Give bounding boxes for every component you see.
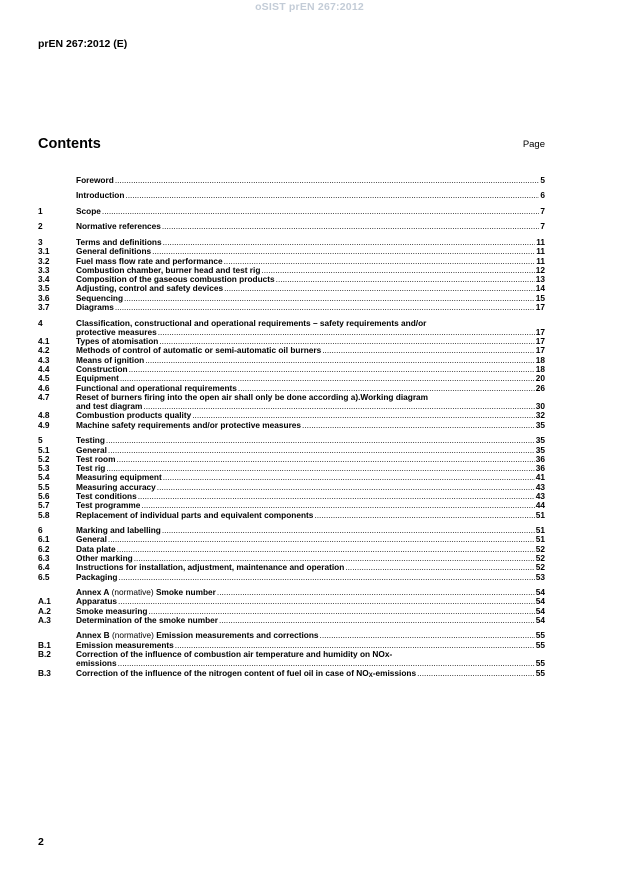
- dot-leader: [115, 303, 535, 312]
- toc-entry[interactable]: [38, 319, 545, 338]
- toc-entry-title-suffix: -emissions: [372, 667, 417, 678]
- toc-entry-title-text: Means of ignition: [76, 354, 145, 365]
- toc-entry-line: [76, 346, 545, 355]
- toc-entry-page: 52: [535, 562, 545, 573]
- toc-entry-line: [76, 446, 545, 455]
- toc-entry-title-text: Normative references: [76, 221, 161, 232]
- toc-entry-page: 32: [535, 410, 545, 421]
- dot-leader: [106, 436, 535, 445]
- toc-entry-number: 3.2: [38, 255, 50, 266]
- toc-entry-body: [76, 222, 545, 231]
- toc-entry-title: [76, 222, 161, 231]
- dot-leader: [115, 176, 540, 185]
- toc-entry-number: 5.1: [38, 444, 50, 455]
- toc-entry-line: [76, 492, 545, 501]
- toc-entry-page: 35: [535, 444, 545, 455]
- dot-leader: [143, 402, 534, 411]
- toc-entry-title-text: Combustion chamber, burner head and test rig: [76, 264, 261, 275]
- dot-leader: [345, 563, 534, 572]
- toc-entry[interactable]: [38, 294, 545, 303]
- dot-leader: [108, 535, 535, 544]
- toc-entry-title-text: Apparatus: [76, 596, 118, 607]
- toc-entry-title-text: Packaging: [76, 571, 118, 582]
- toc-entry-title-text: Instructions for installation, adjustment, maintenance and operation: [76, 562, 345, 573]
- toc-entry[interactable]: [38, 455, 545, 464]
- toc-entry-page: 17: [535, 345, 545, 356]
- toc-entry-page: 18: [535, 363, 545, 374]
- toc-entry-page: 54: [535, 587, 545, 598]
- toc-entry-title-text: Testing: [76, 435, 105, 446]
- toc-entry-title-text: Adjusting, control and safety devices: [76, 283, 224, 294]
- toc-entry-number: 4.5: [38, 373, 50, 384]
- toc-entry-title: [76, 191, 124, 200]
- toc-entry-title-line: Classification, constructional and operational requirements – safety requirements and/or: [76, 317, 427, 328]
- dot-leader: [117, 545, 535, 554]
- toc-entry-number: 4.8: [38, 410, 50, 421]
- toc-entry-number: A.3: [38, 614, 51, 625]
- toc-entry-title-text: protective measures: [76, 326, 157, 337]
- toc-entry-number: 3.3: [38, 264, 50, 275]
- dot-leader: [224, 257, 536, 266]
- toc-entry-title: [76, 207, 101, 216]
- toc-entry-page: 43: [535, 481, 545, 492]
- toc-entry-number: 5.5: [38, 481, 50, 492]
- toc-entry-number: B.1: [38, 639, 51, 650]
- toc-entry-title-text: Sequencing: [76, 292, 124, 303]
- toc-entry-number: 3.6: [38, 292, 50, 303]
- toc-entry-body: [76, 573, 545, 582]
- toc-entry[interactable]: [38, 511, 545, 520]
- toc-entry-title-text: Emission measurements and corrections: [156, 630, 319, 641]
- toc-entry-number: 3.7: [38, 302, 50, 313]
- toc-entry-body: [76, 294, 545, 303]
- toc-entry-body: [76, 563, 545, 572]
- dot-leader: [417, 669, 535, 678]
- toc-entry-title-text: Functional and operational requirements: [76, 382, 237, 393]
- toc-entry-title-text: Test programme: [76, 500, 141, 511]
- toc-entry-body: [76, 191, 545, 200]
- dot-leader: [118, 597, 535, 606]
- toc-entry-title-text: Foreword: [76, 175, 114, 185]
- toc-entry-number: 4.9: [38, 419, 50, 430]
- toc-entry-number: 6.5: [38, 571, 50, 582]
- toc-entry-title-text: Terms and definitions: [76, 236, 162, 247]
- toc-entry-number: 1: [38, 205, 43, 216]
- dot-leader: [145, 356, 535, 365]
- toc-entry-body: [76, 455, 545, 464]
- toc-entry-page: 13: [535, 274, 545, 285]
- toc-entry-title-text: General definitions: [76, 246, 152, 257]
- toc-entry-number: 5.7: [38, 500, 50, 511]
- dot-leader: [219, 616, 535, 625]
- toc-entry-number: 3.4: [38, 274, 50, 285]
- toc-entry-body: [76, 346, 545, 355]
- toc-entry-line: [76, 222, 545, 231]
- toc-entry-line: [76, 436, 545, 445]
- toc-entry-line: [76, 526, 545, 535]
- toc-entry-line: [76, 545, 545, 554]
- toc-entry-line: [76, 455, 545, 464]
- toc-entry-title-text: Machine safety requirements and/or protective measures: [76, 419, 302, 430]
- toc-entry-title-text: Smoke measuring: [76, 605, 148, 616]
- toc-entry-body: [76, 365, 545, 374]
- toc-entry-page: 6: [540, 190, 545, 201]
- toc-entry-number: 4.3: [38, 354, 50, 365]
- toc-entry-line: [76, 191, 545, 200]
- toc-entry-number: A.1: [38, 596, 51, 607]
- toc-entry-body: [76, 545, 545, 554]
- toc-entry-title-line: Correction of the influence of combustion air temperature and humidity on NOx-: [76, 649, 393, 660]
- toc-entry-number: B.2: [38, 649, 51, 660]
- toc-entry-body: [76, 669, 545, 681]
- toc-entry-number: 4.6: [38, 382, 50, 393]
- dot-leader: [162, 222, 540, 231]
- dot-leader: [162, 526, 535, 535]
- toc-entry-title-text: Construction: [76, 363, 128, 374]
- dot-leader: [158, 328, 535, 337]
- toc-entry-line: [76, 483, 545, 492]
- toc-entry-body: [76, 535, 545, 544]
- toc-entry-page: 20: [535, 373, 545, 384]
- toc-entry-page: 53: [535, 571, 545, 582]
- toc-entry-title-text: Determination of the smoke number: [76, 614, 218, 625]
- toc-entry-line: [76, 365, 545, 374]
- toc-entry-page: 55: [535, 658, 545, 669]
- toc-entry-body: [76, 483, 545, 492]
- dot-leader: [302, 421, 535, 430]
- toc-entry[interactable]: [38, 393, 545, 412]
- dot-leader: [261, 266, 534, 275]
- dot-leader: [106, 464, 534, 473]
- toc-entry-page: 7: [540, 221, 545, 232]
- toc-entry-page: 14: [535, 283, 545, 294]
- toc-entry-title: [76, 573, 118, 582]
- dot-leader: [217, 588, 535, 597]
- toc-entry[interactable]: [38, 436, 545, 445]
- toc-entry-title: [76, 511, 313, 520]
- toc-entry-number: 3.5: [38, 283, 50, 294]
- toc-entry-title-text: Combustion products quality: [76, 410, 192, 421]
- toc-entry-page: 52: [535, 543, 545, 554]
- dot-leader: [163, 238, 536, 247]
- toc-entry-title-text: Introduction: [76, 190, 125, 201]
- toc-entry[interactable]: [38, 669, 545, 681]
- toc-entry-line: [76, 284, 545, 293]
- toc-entry-body: [76, 492, 545, 501]
- toc-entry-body: [76, 436, 545, 445]
- toc-entry-page: 41: [535, 472, 545, 483]
- toc-entry-line: [76, 303, 545, 312]
- toc-entry-body: [76, 421, 545, 430]
- subscript: X: [368, 672, 373, 679]
- dot-leader: [108, 446, 535, 455]
- toc-entry[interactable]: [38, 303, 545, 312]
- dot-leader: [119, 573, 535, 582]
- toc-entry-title-text: Smoke number: [155, 587, 216, 598]
- toc-entry-page: 51: [535, 534, 545, 545]
- toc-entry-title: [76, 616, 218, 625]
- toc-entry-page: 36: [535, 453, 545, 464]
- toc-entry-line: [76, 356, 545, 365]
- toc-entry-title-text: Measuring accuracy: [76, 481, 156, 492]
- toc-entry-page: 17: [535, 302, 545, 313]
- toc-entry-body: [76, 588, 545, 597]
- toc-entry-title-text: Scope: [76, 205, 101, 216]
- dot-leader: [125, 191, 539, 200]
- toc-entry-line: [76, 176, 545, 185]
- toc-entry-number: 4.2: [38, 345, 50, 356]
- toc-entry-number: 6.2: [38, 543, 50, 554]
- page-column-label: Page: [522, 139, 545, 150]
- toc-entry-body: [76, 511, 545, 520]
- toc-entry-title-text: Equipment: [76, 373, 119, 384]
- dot-leader: [224, 284, 535, 293]
- toc-entry-line: [76, 669, 545, 681]
- table-of-contents: [38, 176, 545, 681]
- toc-entry-page: 43: [535, 491, 545, 502]
- toc-entry-title-text: Data plate: [76, 543, 116, 554]
- toc-entry-page: 7: [540, 205, 545, 216]
- toc-entry-page: 55: [535, 639, 545, 650]
- toc-entry-body: [76, 650, 545, 669]
- toc-entry-body: [76, 319, 545, 338]
- dot-leader: [276, 275, 535, 284]
- toc-entry-line: [76, 573, 545, 582]
- toc-entry-body: [76, 356, 545, 365]
- toc-entry-number: A.2: [38, 605, 51, 616]
- toc-entry-title-text: and test diagram: [76, 401, 143, 412]
- toc-entry-title-text: Types of atomisation: [76, 336, 159, 347]
- dot-leader: [163, 473, 535, 482]
- page-number: 2: [38, 836, 44, 848]
- toc-entry-title-line: Reset of burners firing into the open air shall only be done according a).Working diagram: [76, 391, 429, 402]
- toc-entry-page: 54: [535, 596, 545, 607]
- toc-entry-title-text: Replacement of individual parts and equivalent components: [76, 509, 314, 520]
- dot-leader: [157, 483, 535, 492]
- toc-entry-body: [76, 393, 545, 412]
- toc-entry-number: 2: [38, 221, 43, 232]
- dot-leader: [322, 346, 535, 355]
- toc-entry-number: 6: [38, 525, 43, 536]
- toc-entry[interactable]: [38, 573, 545, 582]
- toc-entry-page: 15: [535, 292, 545, 303]
- annex-label: Annex B: [76, 630, 110, 641]
- toc-entry-title: [76, 421, 301, 430]
- toc-entry-number: 5.3: [38, 463, 50, 474]
- toc-entry-number: 5.4: [38, 472, 50, 483]
- watermark: oSIST prEN 267:2012: [255, 1, 364, 13]
- toc-entry-page: 52: [535, 553, 545, 563]
- toc-entry-line: [76, 535, 545, 544]
- toc-entry-page: 55: [535, 667, 545, 678]
- toc-entry-title-text: Test room: [76, 453, 116, 464]
- toc-entry-body: [76, 176, 545, 185]
- toc-entry-title-text: Test rig: [76, 463, 106, 474]
- toc-entry-number: 3: [38, 236, 43, 247]
- dot-leader: [124, 294, 535, 303]
- toc-entry-page: 55: [535, 630, 545, 641]
- toc-entry-number: 5.6: [38, 491, 50, 502]
- toc-entry-page: 11: [536, 236, 545, 247]
- toc-entry-number: 6.4: [38, 562, 50, 573]
- toc-entry-page: 36: [535, 463, 545, 474]
- toc-entry-page: 18: [535, 354, 545, 365]
- toc-entry-title: [76, 176, 114, 185]
- toc-entry-title-text: Measuring equipment: [76, 472, 162, 483]
- toc-entry-title-text: Emission measurements: [76, 639, 174, 650]
- toc-entry-line: [76, 563, 545, 572]
- annex-normative-note: (normative): [109, 587, 156, 598]
- toc-entry-title-text: Other marking: [76, 553, 133, 563]
- toc-entry[interactable]: [38, 616, 545, 625]
- toc-entry-number: 5.8: [38, 509, 50, 520]
- toc-entry-title-text: General: [76, 444, 107, 455]
- toc-entry-page: 54: [535, 605, 545, 616]
- toc-entry-page: 54: [535, 614, 545, 625]
- toc-entry-number: B.3: [38, 667, 51, 678]
- toc-entry-number: 4.4: [38, 363, 50, 374]
- toc-entry-page: 26: [535, 382, 545, 393]
- toc-entry-page: 51: [535, 525, 545, 536]
- toc-entry[interactable]: [38, 176, 545, 185]
- toc-entry-number: 6.3: [38, 553, 50, 563]
- toc-entry-page: 17: [535, 326, 545, 337]
- toc-entry-line: [76, 511, 545, 520]
- toc-entry-page: 44: [535, 500, 545, 511]
- annex-label: Annex A: [76, 587, 110, 598]
- toc-entry-title-text: Test conditions: [76, 491, 137, 502]
- toc-entry-number: 4.1: [38, 336, 50, 347]
- toc-entry-line: [76, 207, 545, 216]
- toc-entry-page: 35: [535, 419, 545, 430]
- toc-entry[interactable]: [38, 222, 545, 231]
- annex-normative-note: (normative): [109, 630, 157, 641]
- toc-entry-page: 11: [536, 255, 545, 266]
- toc-entry[interactable]: [38, 191, 545, 200]
- dot-leader: [314, 511, 534, 520]
- toc-entry-title-text: Correction of the influence of the nitrogen content of fuel oil in case of NO: [76, 667, 369, 678]
- document-id: prEN 267:2012 (E): [38, 38, 128, 50]
- toc-entry-body: [76, 284, 545, 293]
- toc-entry-number: 3.1: [38, 246, 50, 257]
- toc-entry-title-text: Marking and labelling: [76, 525, 161, 536]
- toc-entry-body: [76, 446, 545, 455]
- toc-entry-title-text: Diagrams: [76, 302, 114, 313]
- toc-entry-body: [76, 616, 545, 625]
- toc-entry-title-text: Methods of control of automatic or semi-automatic oil burners: [76, 345, 322, 356]
- toc-entry-title-text: emissions: [76, 658, 117, 669]
- toc-entry-page: 12: [535, 264, 545, 275]
- dot-leader: [138, 492, 535, 501]
- toc-entry-page: 17: [535, 336, 545, 347]
- toc-entry-number: 6.1: [38, 534, 50, 545]
- contents-title: Contents: [38, 136, 101, 152]
- dot-leader: [102, 207, 539, 216]
- toc-entry-number: 5: [38, 435, 43, 446]
- toc-entry[interactable]: [38, 207, 545, 216]
- toc-entry-page: 35: [535, 435, 545, 446]
- dot-leader: [320, 631, 535, 640]
- dot-leader: [129, 365, 535, 374]
- toc-entry[interactable]: [38, 526, 545, 535]
- toc-entry-title-text: General: [76, 534, 107, 545]
- toc-entry-page: 5: [540, 175, 545, 185]
- toc-entry-title: [76, 303, 114, 312]
- toc-entry-title-text: Composition of the gaseous combustion products: [76, 274, 275, 285]
- toc-entry-line: [76, 588, 545, 597]
- toc-entry-body: [76, 303, 545, 312]
- toc-entry-number: 4: [38, 317, 43, 328]
- toc-entry-body: [76, 526, 545, 535]
- toc-entry-line: [76, 616, 545, 625]
- toc-entry[interactable]: [38, 421, 545, 430]
- toc-entry-number: 5.2: [38, 453, 50, 464]
- toc-entry-body: [76, 207, 545, 216]
- dot-leader: [117, 455, 535, 464]
- toc-entry-title-text: Fuel mass flow rate and performance: [76, 255, 223, 266]
- toc-entry-line: [76, 421, 545, 430]
- toc-entry-number: 4.7: [38, 391, 50, 402]
- toc-entry[interactable]: [38, 650, 545, 669]
- toc-entry-line: [76, 294, 545, 303]
- toc-entry-page: 51: [535, 509, 545, 520]
- toc-entry-title: [76, 669, 416, 681]
- toc-entry-page: 11: [536, 246, 545, 257]
- toc-entry-page: 30: [535, 401, 545, 412]
